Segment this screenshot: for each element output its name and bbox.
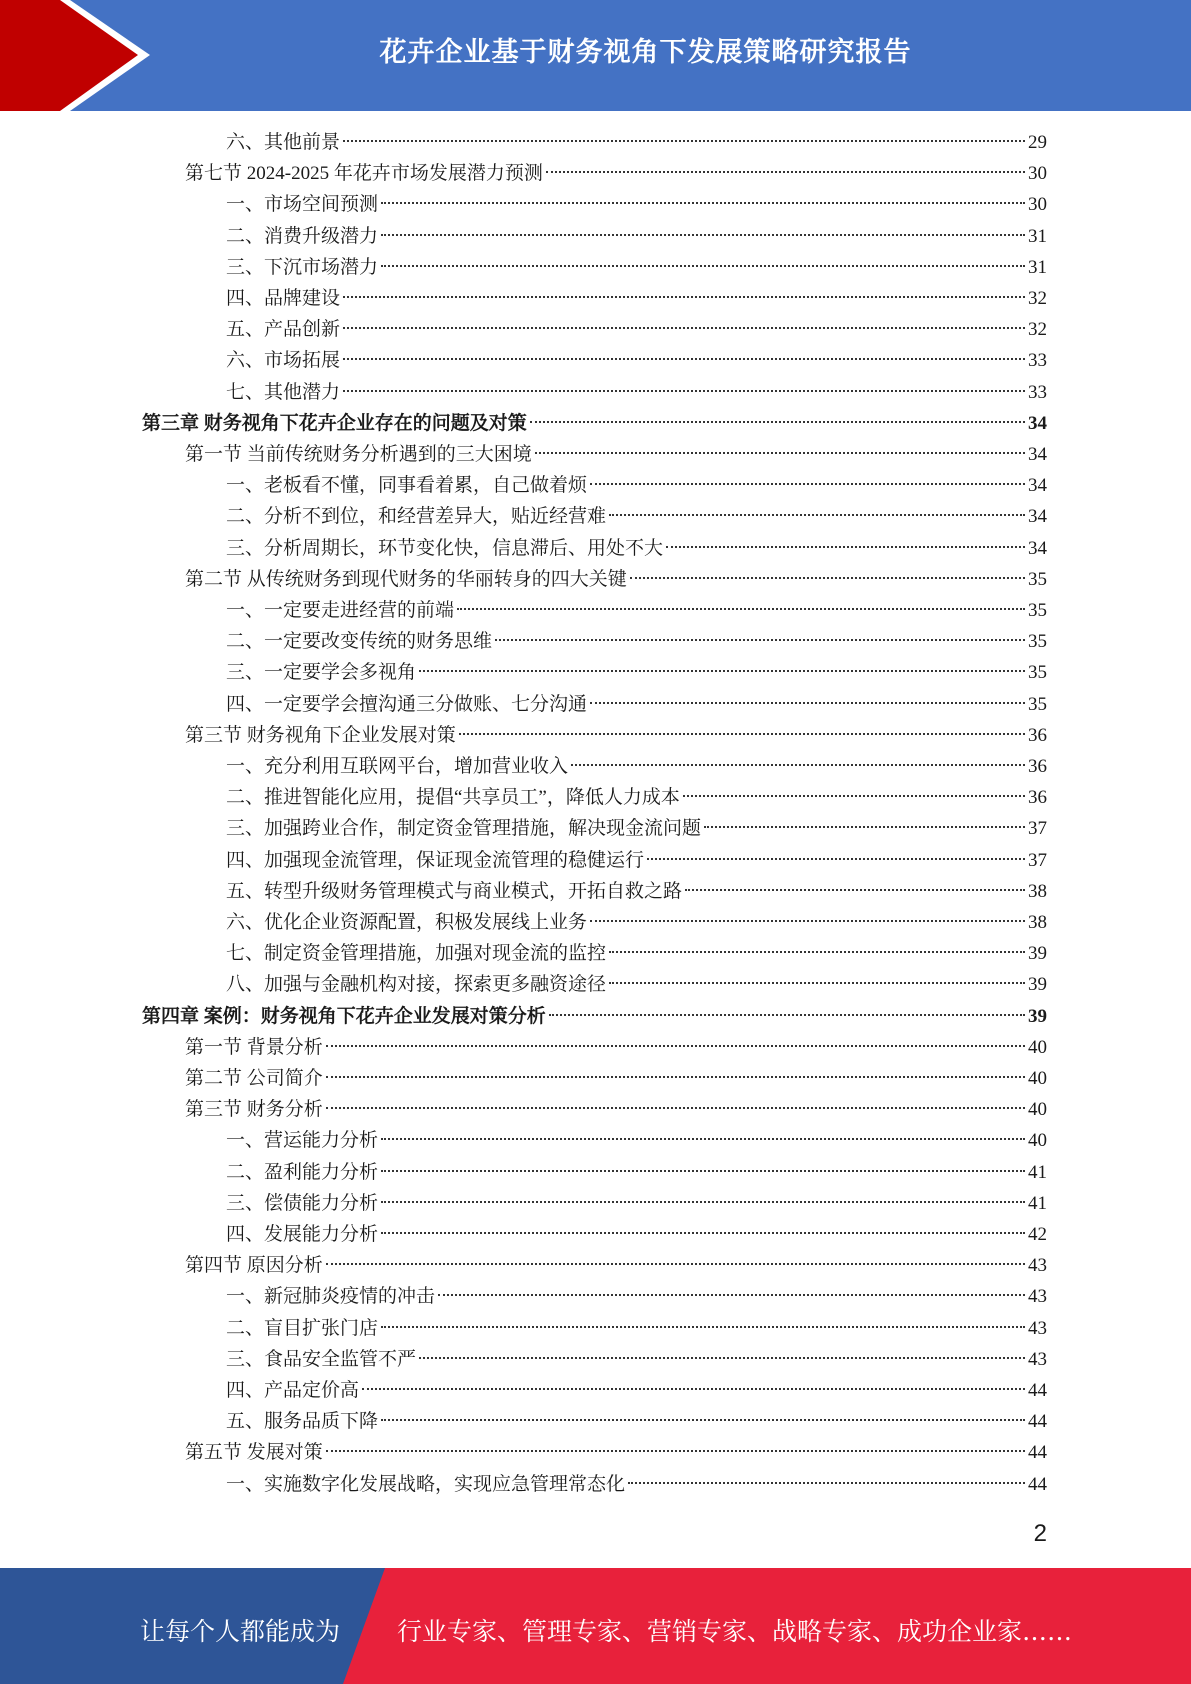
- toc-subsection-entry[interactable]: [226, 876, 1047, 907]
- toc-entry-title: 三、分析周期长，环节变化快，信息滞后、用处不大: [226, 537, 664, 559]
- toc-entry-page: 35: [1028, 568, 1047, 590]
- toc-dot-leader: [381, 265, 1025, 267]
- toc-entry-page: 29: [1028, 132, 1047, 153]
- toc-entry-title: 一、营运能力分析: [226, 1130, 379, 1152]
- toc-entry-title: 第二节 公司简介: [185, 1068, 323, 1089]
- toc-chapter-entry[interactable]: [142, 1001, 1047, 1032]
- toc-dot-leader: [535, 452, 1025, 454]
- toc-subsection-entry[interactable]: [226, 501, 1047, 532]
- toc-entry-title: 四、产品定价高: [226, 1380, 360, 1401]
- report-title: 花卉企业基于财务视角下发展策略研究报告: [379, 37, 912, 68]
- toc-dot-leader: [609, 951, 1025, 953]
- toc-section-entry[interactable]: [185, 439, 1047, 470]
- toc-entry-page: 40: [1028, 1099, 1047, 1121]
- toc-dot-leader: [666, 546, 1025, 548]
- toc-dot-leader: [609, 514, 1025, 516]
- toc-entry-title: 七、制定资金管理措施，加强对现金流的监控: [226, 943, 607, 965]
- toc-chapter-entry[interactable]: [142, 408, 1047, 439]
- toc-dot-leader: [326, 1450, 1025, 1452]
- toc-entry-title: 四、发展能力分析: [226, 1224, 379, 1245]
- toc-subsection-entry[interactable]: [226, 1344, 1047, 1375]
- toc-subsection-entry[interactable]: [226, 377, 1047, 408]
- toc-subsection-entry[interactable]: [226, 283, 1047, 314]
- toc-entry-title: 第三节 财务分析: [185, 1099, 323, 1121]
- toc-entry-title: 一、一定要走进经营的前端: [226, 600, 455, 621]
- toc-entry-title: 三、一定要学会多视角: [226, 662, 417, 684]
- toc-dot-leader: [546, 171, 1025, 173]
- toc-dot-leader: [381, 202, 1025, 204]
- toc-entry-page: 39: [1028, 1005, 1047, 1027]
- toc-dot-leader: [419, 1357, 1025, 1359]
- toc-entry-title: 六、市场拓展: [226, 350, 341, 372]
- toc-subsection-entry[interactable]: [226, 1219, 1047, 1250]
- toc-section-entry[interactable]: [185, 158, 1047, 189]
- toc-entry-page: 44: [1028, 1411, 1047, 1433]
- toc-entry-page: 38: [1028, 912, 1047, 933]
- toc-dot-leader: [590, 702, 1025, 704]
- toc-entry-title: 二、分析不到位，和经营差异大，贴近经营难: [226, 506, 607, 528]
- page-footer: [0, 1568, 1191, 1684]
- page-number: 2: [1033, 1520, 1047, 1547]
- toc-entry-title: 二、消费升级潜力: [226, 225, 379, 247]
- toc-subsection-entry[interactable]: [226, 595, 1047, 626]
- toc-dot-leader: [381, 1138, 1025, 1140]
- toc-subsection-entry[interactable]: [226, 1469, 1047, 1500]
- toc-dot-leader: [326, 1263, 1025, 1265]
- toc-subsection-entry[interactable]: [226, 1313, 1047, 1344]
- toc-subsection-entry[interactable]: [226, 127, 1047, 158]
- toc-dot-leader: [590, 483, 1025, 485]
- toc-dot-leader: [457, 608, 1025, 610]
- toc-dot-leader: [381, 1232, 1025, 1234]
- toc-subsection-entry[interactable]: [226, 345, 1047, 376]
- toc-entry-page: 43: [1028, 1286, 1047, 1308]
- toc-subsection-entry[interactable]: [226, 938, 1047, 969]
- toc-subsection-entry[interactable]: [226, 533, 1047, 564]
- toc-subsection-entry[interactable]: [226, 751, 1047, 782]
- toc-entry-title: 二、盈利能力分析: [226, 1161, 379, 1183]
- toc-dot-leader: [590, 920, 1025, 922]
- toc-dot-leader: [343, 296, 1025, 298]
- toc-section-entry[interactable]: [185, 1032, 1047, 1063]
- toc-entry-title: 四、品牌建设: [226, 288, 341, 309]
- toc-entry-title: 七、其他潜力: [226, 381, 341, 403]
- toc-dot-leader: [704, 826, 1025, 828]
- toc-entry-title: 六、其他前景: [226, 132, 341, 153]
- toc-subsection-entry[interactable]: [226, 189, 1047, 220]
- toc-dot-leader: [685, 889, 1025, 891]
- toc-subsection-entry[interactable]: [226, 1157, 1047, 1188]
- toc-entry-title: 三、下沉市场潜力: [226, 256, 379, 278]
- toc-subsection-entry[interactable]: [226, 813, 1047, 844]
- toc-entry-page: 40: [1028, 1036, 1047, 1058]
- toc-entry-page: 34: [1028, 475, 1047, 497]
- toc-dot-leader: [381, 234, 1025, 236]
- footer-slogan-left: 让每个人都能成为: [140, 1617, 341, 1646]
- toc-dot-leader: [326, 1076, 1025, 1078]
- toc-subsection-entry[interactable]: [226, 626, 1047, 657]
- toc-dot-leader: [381, 1419, 1025, 1421]
- toc-subsection-entry[interactable]: [226, 969, 1047, 1000]
- toc-entry-page: 33: [1028, 350, 1047, 372]
- toc-entry-title: 一、市场空间预测: [226, 194, 379, 216]
- toc-entry-page: 32: [1028, 288, 1047, 309]
- toc-entry-title: 一、实施数字化发展战略，实现应急管理常态化: [226, 1473, 626, 1495]
- toc-dot-leader: [381, 1170, 1025, 1172]
- toc-dot-leader: [530, 421, 1025, 423]
- toc-entry-page: 34: [1028, 412, 1047, 434]
- toc-entry-title: 一、老板看不懂，同事看着累，自己做着烦: [226, 475, 588, 497]
- toc-dot-leader: [343, 327, 1025, 329]
- toc-entry-title: 五、转型升级财务管理模式与商业模式，开拓自救之路: [226, 880, 683, 902]
- toc-section-entry[interactable]: [185, 1250, 1047, 1281]
- toc-subsection-entry[interactable]: [226, 907, 1047, 938]
- toc-entry-title: 二、一定要改变传统的财务思维: [226, 631, 493, 653]
- toc-dot-leader: [495, 639, 1025, 641]
- toc-subsection-entry[interactable]: [226, 1125, 1047, 1156]
- toc-dot-leader: [630, 577, 1025, 579]
- toc-entry-title: 第三节 财务视角下企业发展对策: [185, 724, 456, 746]
- toc-entry-title: 第三章 财务视角下花卉企业存在的问题及对策: [142, 412, 527, 434]
- toc-subsection-entry[interactable]: [226, 1406, 1047, 1437]
- toc-subsection-entry[interactable]: [226, 689, 1047, 720]
- toc-entry-title: 一、充分利用互联网平台，增加营业收入: [226, 756, 569, 777]
- toc-dot-leader: [549, 1014, 1025, 1016]
- toc-entry-page: 35: [1028, 631, 1047, 653]
- toc-entry-title: 八、加强与金融机构对接，探索更多融资途径: [226, 974, 607, 996]
- toc-section-entry[interactable]: [185, 1094, 1047, 1125]
- toc-dot-leader: [343, 358, 1025, 360]
- toc-dot-leader: [381, 1326, 1025, 1328]
- toc-entry-page: 32: [1028, 319, 1047, 341]
- toc-entry-page: 36: [1028, 724, 1047, 746]
- toc-entry-page: 36: [1028, 787, 1047, 809]
- toc-subsection-entry[interactable]: [226, 782, 1047, 813]
- toc-entry-page: 35: [1028, 662, 1047, 684]
- toc-dot-leader: [343, 140, 1025, 142]
- toc-dot-leader: [326, 1107, 1025, 1109]
- toc-entry-page: 41: [1028, 1192, 1047, 1214]
- toc-entry-title: 三、偿债能力分析: [226, 1192, 379, 1214]
- toc-entry-page: 38: [1028, 880, 1047, 902]
- toc-entry-page: 44: [1028, 1442, 1047, 1464]
- toc-dot-leader: [438, 1294, 1025, 1296]
- toc-entry-title: 五、服务品质下降: [226, 1411, 379, 1433]
- toc-entry-title: 第四节 原因分析: [185, 1255, 323, 1277]
- toc-dot-leader: [628, 1482, 1025, 1484]
- toc-entry-title: 第四章 案例：财务视角下花卉企业发展对策分析: [142, 1005, 546, 1027]
- toc-entry-page: 44: [1028, 1380, 1047, 1401]
- toc-entry-page: 31: [1028, 256, 1047, 278]
- toc-entry-title: 第一节 背景分析: [185, 1036, 323, 1058]
- toc-entry-page: 42: [1028, 1224, 1047, 1245]
- toc-entry-page: 34: [1028, 444, 1047, 465]
- toc-section-entry[interactable]: [185, 1063, 1047, 1094]
- toc-entry-page: 37: [1028, 849, 1047, 871]
- toc-entry-page: 43: [1028, 1348, 1047, 1370]
- toc-subsection-entry[interactable]: [226, 1281, 1047, 1312]
- toc-subsection-entry[interactable]: [226, 845, 1047, 876]
- toc-entry-page: 37: [1028, 818, 1047, 840]
- toc-dot-leader: [419, 670, 1025, 672]
- toc-entry-page: 30: [1028, 163, 1047, 185]
- toc-entry-title: 一、新冠肺炎疫情的冲击: [226, 1286, 436, 1308]
- toc-entry-title: 三、食品安全监管不严: [226, 1348, 417, 1370]
- toc-entry-title: 第一节 当前传统财务分析遇到的三大困境: [185, 444, 532, 465]
- toc-dot-leader: [683, 795, 1025, 797]
- toc-dot-leader: [647, 858, 1025, 860]
- toc-section-entry[interactable]: [185, 1437, 1047, 1468]
- toc-subsection-entry[interactable]: [226, 470, 1047, 501]
- toc-entry-page: 34: [1028, 537, 1047, 559]
- toc-entry-page: 39: [1028, 974, 1047, 996]
- toc-entry-page: 34: [1028, 506, 1047, 528]
- toc-section-entry[interactable]: [185, 564, 1047, 595]
- toc-dot-leader: [609, 982, 1025, 984]
- toc-entry-title: 二、盲目扩张门店: [226, 1317, 379, 1339]
- toc-entry-page: 43: [1028, 1317, 1047, 1339]
- toc-dot-leader: [571, 764, 1025, 766]
- toc-dot-leader: [326, 1045, 1025, 1047]
- toc-dot-leader: [381, 1201, 1025, 1203]
- toc-subsection-entry[interactable]: [226, 657, 1047, 688]
- toc-dot-leader: [362, 1388, 1025, 1390]
- toc-entry-page: 39: [1028, 943, 1047, 965]
- toc-entry-page: 30: [1028, 194, 1047, 216]
- toc-entry-page: 33: [1028, 381, 1047, 403]
- toc-entry-page: 31: [1028, 225, 1047, 247]
- toc-entry-page: 35: [1028, 693, 1047, 715]
- toc-entry-page: 41: [1028, 1161, 1047, 1183]
- toc-subsection-entry[interactable]: [226, 1375, 1047, 1406]
- toc-entry-title: 四、加强现金流管理，保证现金流管理的稳健运行: [226, 849, 645, 871]
- toc-entry-page: 40: [1028, 1130, 1047, 1152]
- toc-subsection-entry[interactable]: [226, 1188, 1047, 1219]
- toc-subsection-entry[interactable]: [226, 252, 1047, 283]
- toc-entry-title: 五、产品创新: [226, 319, 341, 341]
- page-header: [0, 0, 1191, 111]
- toc-entry-title: 四、一定要学会擅沟通三分做账、七分沟通: [226, 693, 588, 715]
- toc-entry-title: 三、加强跨业合作，制定资金管理措施，解决现金流问题: [226, 818, 702, 840]
- toc-entry-page: 36: [1028, 756, 1047, 777]
- toc-subsection-entry[interactable]: [226, 314, 1047, 345]
- toc-entry-title: 六、优化企业资源配置，积极发展线上业务: [226, 912, 588, 933]
- toc-entry-page: 40: [1028, 1068, 1047, 1089]
- toc-dot-leader: [343, 390, 1025, 392]
- toc-entry-page: 43: [1028, 1255, 1047, 1277]
- toc-entry-title: 第七节 2024-2025 年花卉市场发展潜力预测: [185, 163, 543, 185]
- toc-section-entry[interactable]: [185, 720, 1047, 751]
- toc-entry-title: 二、推进智能化应用，提倡“共享员工”，降低人力成本: [226, 787, 680, 809]
- toc-entry-page: 35: [1028, 600, 1047, 621]
- toc-entry-title: 第二节 从传统财务到现代财务的华丽转身的四大关键: [185, 568, 627, 590]
- toc-dot-leader: [459, 733, 1025, 735]
- toc-entry-title: 第五节 发展对策: [185, 1442, 323, 1464]
- toc-subsection-entry[interactable]: [226, 221, 1047, 252]
- toc-entry-page: 44: [1028, 1473, 1047, 1495]
- footer-slogan-right: 行业专家、管理专家、营销专家、战略专家、成功企业家……: [397, 1617, 1073, 1646]
